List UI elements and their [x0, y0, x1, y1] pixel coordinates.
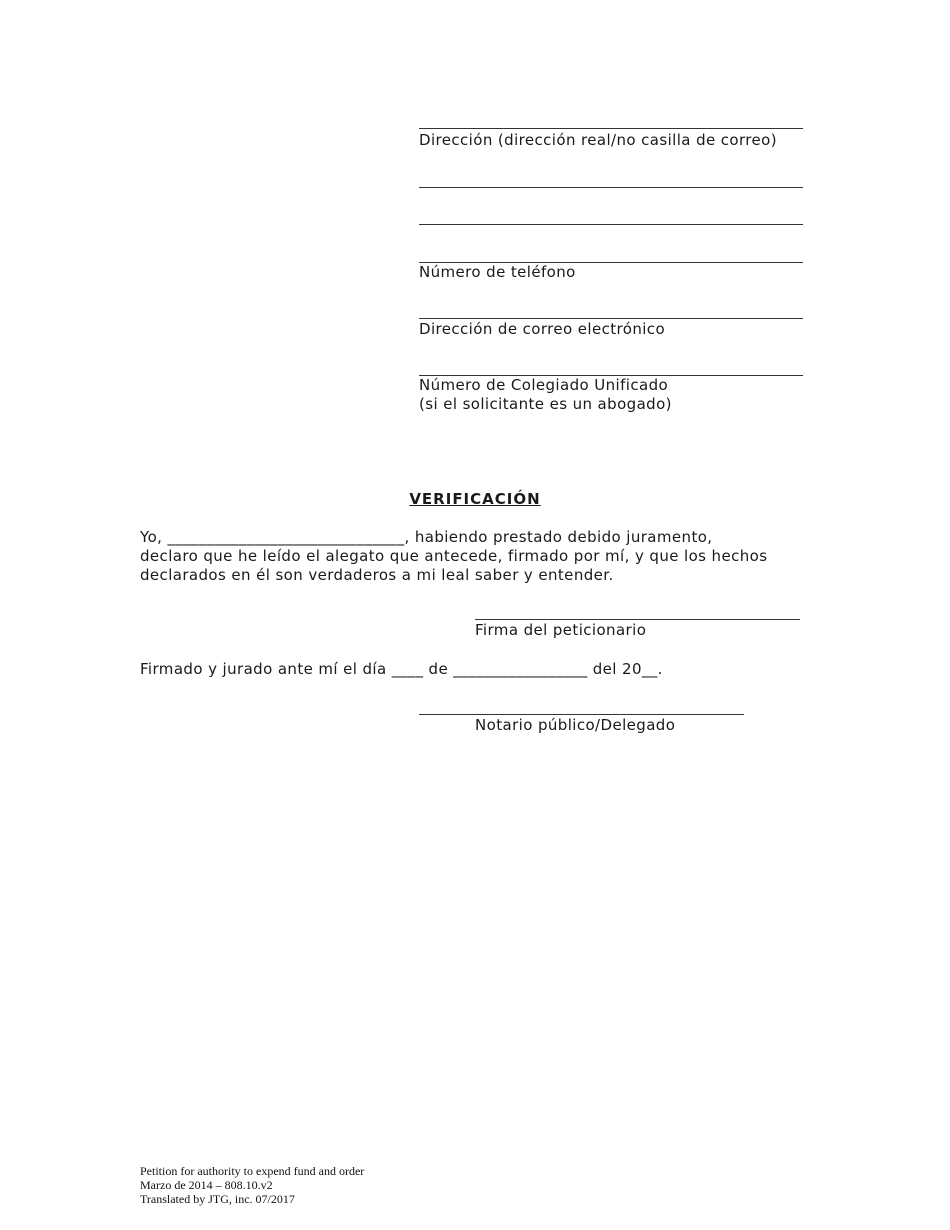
petitioner-signature-label: Firma del peticionario	[475, 621, 647, 639]
notary-label: Notario público/Delegado	[475, 716, 676, 734]
footer-form-title: Petition for authority to expend fund and order	[140, 1164, 365, 1178]
verification-line-1: Yo, ______________________________, habiendo prestado debido juramento,	[140, 528, 713, 546]
sworn-statement: Firmado y jurado ante mí el día ____ de _________________ del 20__.	[140, 660, 663, 678]
notary-signature-line[interactable]	[419, 714, 744, 715]
verification-line-3: declarados en él son verdaderos a mi leal saber y entender.	[140, 566, 614, 584]
email-label: Dirección de correo electrónico	[419, 320, 666, 338]
footer-translation-credit: Translated by JTG, inc. 07/2017	[140, 1192, 295, 1206]
address-label: Dirección (dirección real/no casilla de correo)	[419, 131, 778, 149]
verification-title: VERIFICACIÓN	[409, 490, 541, 508]
footer-revision: Marzo de 2014 – 808.10.v2	[140, 1178, 273, 1192]
bar-number-note: (si el solicitante es un abogado)	[419, 395, 672, 413]
verification-line-2: declaro que he leído el alegato que antecede, firmado por mí, y que los hechos	[140, 547, 768, 565]
document-footer	[140, 1164, 364, 1206]
address-line-2[interactable]	[419, 187, 803, 188]
phone-label: Número de teléfono	[419, 263, 576, 281]
petitioner-signature-line[interactable]	[475, 619, 800, 620]
address-line-3[interactable]	[419, 224, 803, 225]
email-line[interactable]	[419, 318, 803, 319]
address-line-1[interactable]	[419, 128, 803, 129]
verification-paragraph	[140, 528, 800, 585]
bar-number-label: Número de Colegiado Unificado	[419, 376, 669, 394]
